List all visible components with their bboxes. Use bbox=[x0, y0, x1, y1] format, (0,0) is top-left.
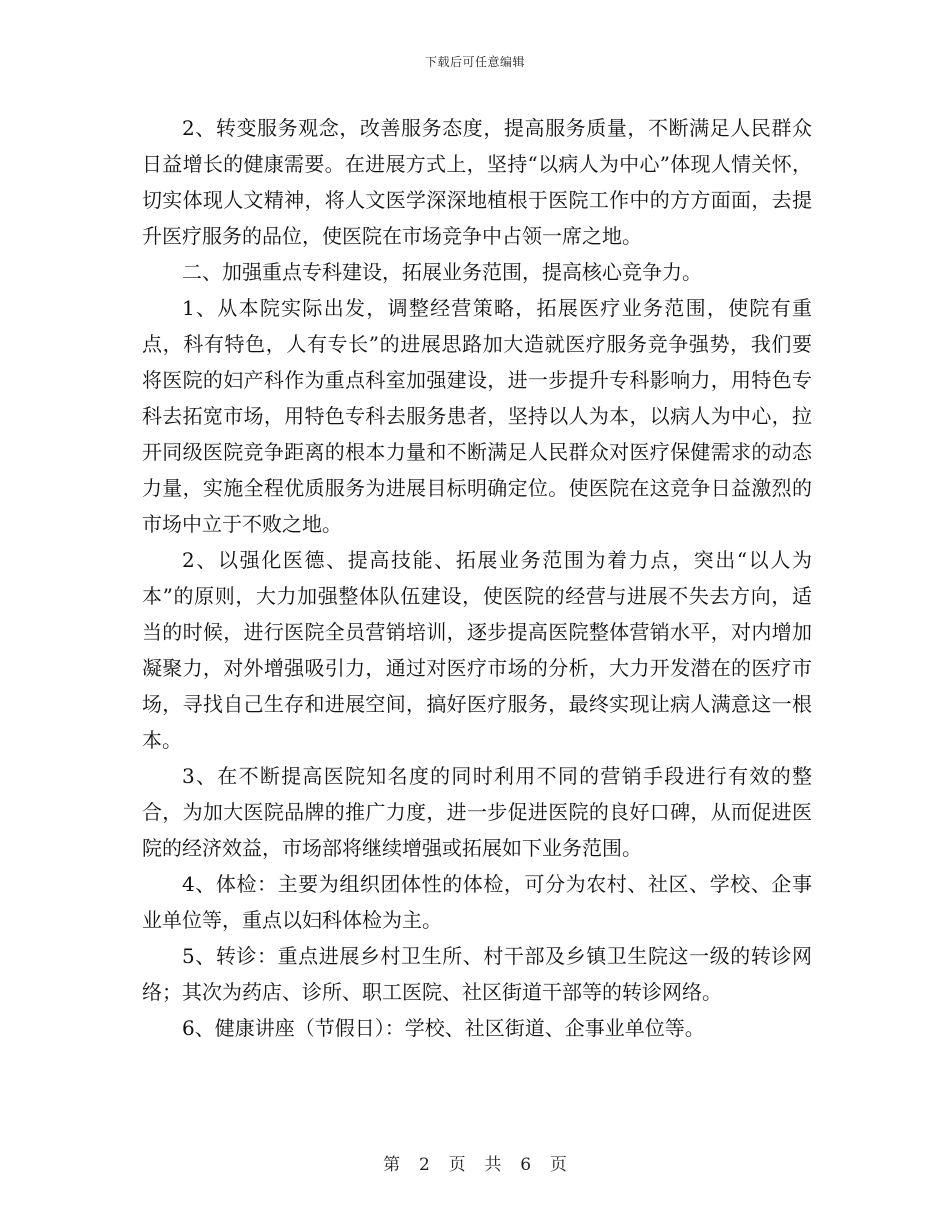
footer-label-prefix: 第 bbox=[383, 1155, 401, 1175]
header-text: 下载后可任意编辑 bbox=[424, 55, 525, 69]
paragraph: 5、转诊：重点进展乡村卫生所、村干部及乡镇卫生院这一级的转诊网络；其次为药店、诊所、职工医院、社区街道干部等的转诊网络。 bbox=[142, 944, 812, 1004]
document-body bbox=[142, 110, 812, 1046]
paragraph: 2、以强化医德、提高技能、拓展业务范围为着力点，突出“以人为本”的原则，大力加强整体队伍建设，使医院的经营与进展不失去方向，适当的时候，进行医院全员营销培训，逐步提高医院整体营销水平，对内增加凝聚力，对外增强吸引力，通过对医疗市场的分析，大力开发潜在的医疗市场，寻找自己生存和进展空间，搞好医疗服务，最终实现让病人满意这一根本。 bbox=[142, 548, 812, 752]
paragraph: 4、体检：主要为组织团体性的体检，可分为农村、社区、学校、企事业单位等，重点以妇科体检为主。 bbox=[142, 872, 812, 932]
footer-label-total: 共 bbox=[484, 1155, 502, 1175]
paragraph: 6、健康讲座（节假日）：学校、社区街道、企事业单位等。 bbox=[182, 1016, 705, 1040]
paragraph: 2、转变服务观念，改善服务态度，提高服务质量，不断满足人民群众日益增长的健康需要。在进展方式上，坚持“以病人为中心”体现人情关怀，切实体现人文精神，将人文医学深深地植根于医院工作中的方方面面，去提升医疗服务的品位，使医院在市场竞争中占领一席之地。 bbox=[142, 116, 812, 248]
page-footer bbox=[0, 1154, 950, 1176]
current-page-number: 2 bbox=[418, 1155, 430, 1175]
paragraph: 3、在不断提高医院知名度的同时利用不同的营销手段进行有效的整合，为加大医院品牌的推广力度，进一步促进医院的良好口碑，从而促进医院的经济效益，市场部将继续增强或拓展如下业务范围。 bbox=[142, 764, 812, 860]
footer-label-suffix: 页 bbox=[549, 1155, 567, 1175]
paragraph: 1、从本院实际出发，调整经营策略，拓展医疗业务范围，使院有重点，科有特色，人有专长”的进展思路加大造就医疗服务竞争强势，我们要将医院的妇产科作为重点科室加强建设，进一步提升专科影响力，用特色专科去拓宽市场，用特色专科去服务患者，坚持以人为本，以病人为中心，拉开同级医院竞争距离的根本力量和不断满足人民群众对医疗保健需求的动态力量，实施全程优质服务为进展目标明确定位。使医院在这竞争日益激烈的市场中立于不败之地。 bbox=[142, 296, 812, 536]
page-header bbox=[0, 54, 950, 70]
section-heading: 二、加强重点专科建设，拓展业务范围，提高核心竞争力。 bbox=[182, 260, 702, 284]
total-pages-number: 6 bbox=[520, 1155, 532, 1175]
footer-label-page: 页 bbox=[448, 1155, 466, 1175]
